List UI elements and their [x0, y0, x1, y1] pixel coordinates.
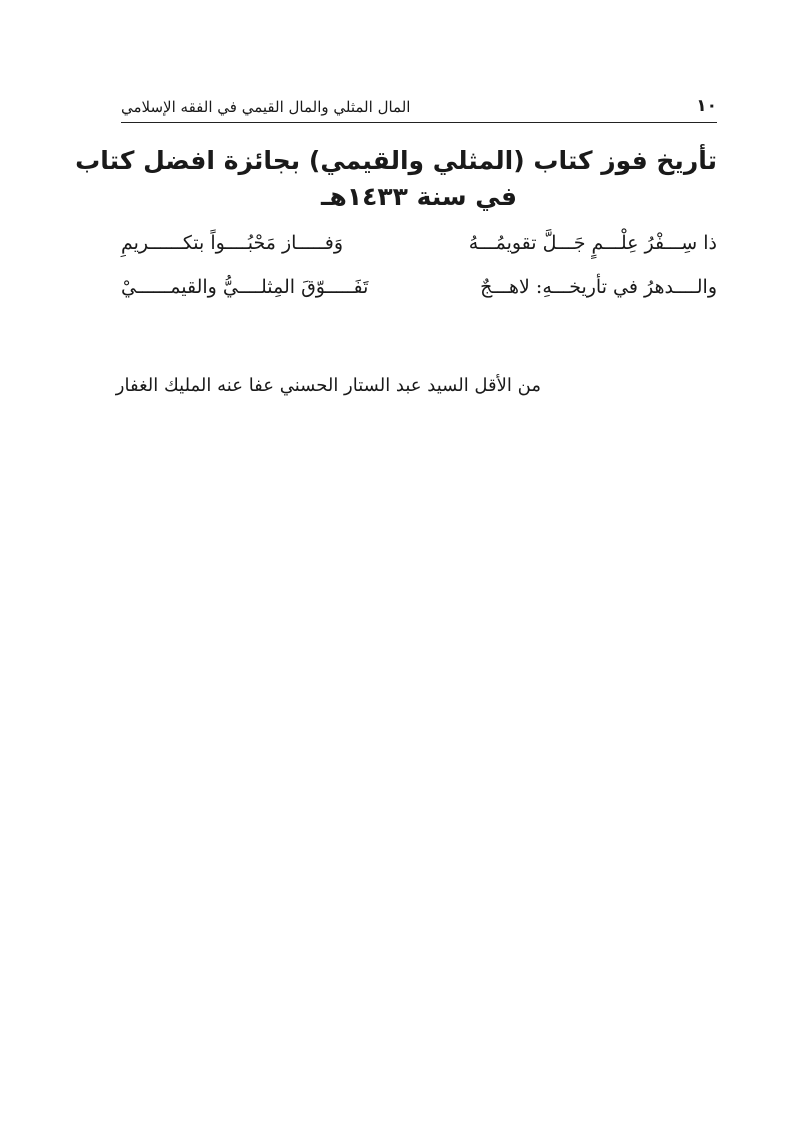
running-title: المال المثلي والمال القيمي في الفقه الإسلامي	[121, 98, 411, 116]
page-number: ١٠	[696, 96, 717, 116]
section-heading	[75, 143, 717, 215]
author-signature-line: من الأقل السيد عبد الستار الحسني عفا عنه المليك الغفار	[115, 375, 541, 396]
verse-1-first-hemistich: ذا سِـــفْرُ عِلْـــمٍ جَـــلَّ تقويمُـــهُ	[468, 232, 717, 254]
verse-2-second-hemistich: تَفَـــــوّقَ المِثلــــيُّ والقيمــــــيْ	[121, 276, 369, 298]
heading-line-2: في سنة ١٤٣٣هـ	[321, 182, 517, 211]
verse-1-second-hemistich: وَفـــــاز مَحْبُــــواً بتكــــــريمِ	[121, 232, 343, 254]
verse-2-first-hemistich: والــــدهرُ في تأريخـــهِ: لاهـــجٌ	[480, 276, 717, 298]
poem	[121, 226, 717, 314]
poem-verse-2	[121, 270, 717, 314]
poem-verse-1	[121, 226, 717, 270]
heading-line-1: تأريخ فوز كتاب (المثلي والقيمي) بجائزة افضل كتاب	[75, 146, 717, 175]
running-header	[121, 92, 717, 123]
